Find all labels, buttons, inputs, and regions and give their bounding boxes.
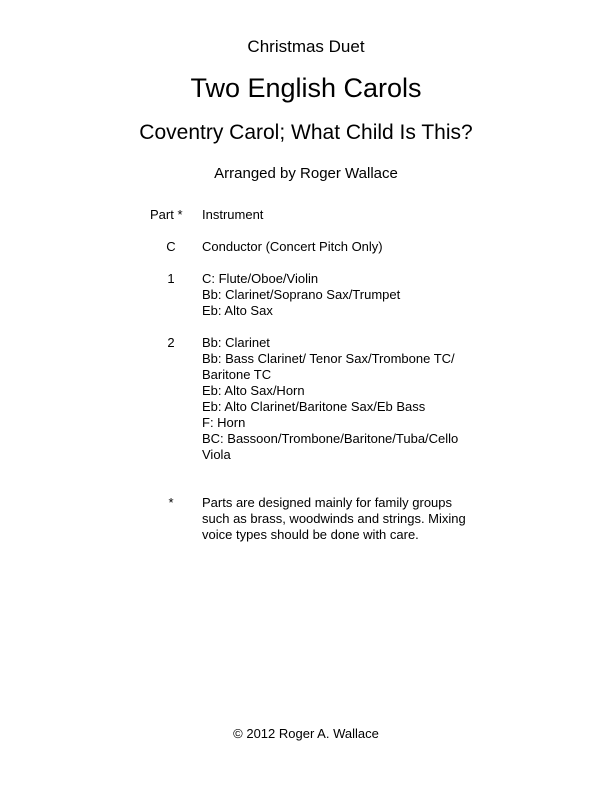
footnote-line: such as brass, woodwinds and strings. Mixing [202,511,466,526]
instrument-list [202,335,520,463]
part-number: C [166,239,176,254]
parts-row [140,271,520,319]
footnote-marker: * [168,495,174,510]
parts-table [140,207,520,543]
page-title: Two English Carols [190,73,422,103]
parts-row [140,335,520,463]
instrument-line: Eb: Alto Sax/Horn [202,383,305,398]
instrument-list [202,239,520,255]
instrument-line: Bb: Bass Clarinet/ Tenor Sax/Trombone TC/ [202,351,455,366]
footnote-line: Parts are designed mainly for family groups [202,495,453,510]
parts-row [140,239,520,255]
series-label: Christmas Duet [247,37,365,56]
part-column-header: Part * [150,207,183,222]
page-subtitle: Coventry Carol; What Child Is This? [139,121,473,144]
footnote-line: voice types should be done with care. [202,527,419,542]
instrument-line: Baritone TC [202,367,272,382]
instrument-line: Bb: Clarinet/Soprano Sax/Trumpet [202,287,401,302]
instrument-line: Bb: Clarinet [202,335,270,350]
instrument-line: F: Horn [202,415,246,430]
arranger-credit: Arranged by Roger Wallace [214,165,398,182]
part-number: 1 [167,271,175,286]
footnote [140,495,520,543]
parts-table-header [140,207,520,223]
instrument-line: Eb: Alto Clarinet/Baritone Sax/Eb Bass [202,399,426,414]
footnote-text [202,495,520,543]
instrument-line: Eb: Alto Sax [202,303,273,318]
instrument-line: Conductor (Concert Pitch Only) [202,239,383,254]
instrument-line: C: Flute/Oboe/Violin [202,271,319,286]
instrument-column-header: Instrument [202,207,264,222]
copyright-notice: © 2012 Roger A. Wallace [233,726,379,741]
instrument-line: Viola [202,447,231,462]
instrument-list [202,271,520,319]
part-number: 2 [167,335,175,350]
instrument-line: BC: Bassoon/Trombone/Baritone/Tuba/Cello [202,431,459,446]
